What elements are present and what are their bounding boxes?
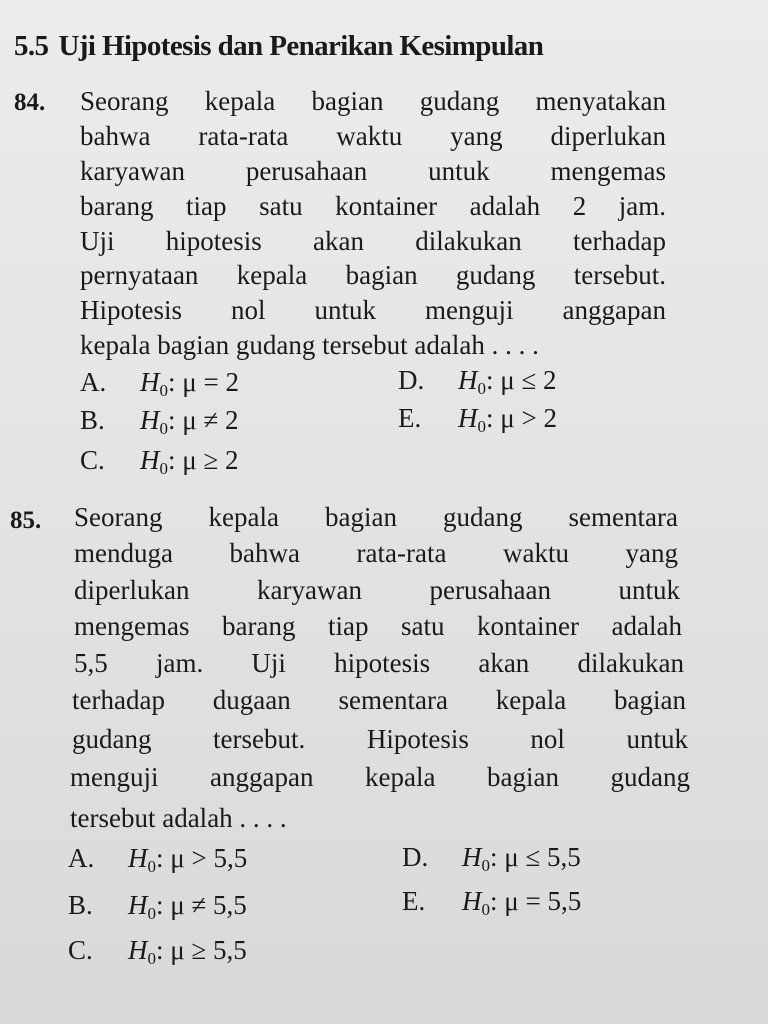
question-text-line: karyawan perusahaan untuk mengemas xyxy=(80,156,666,186)
question-text-line: barang tiap satu kontainer adalah 2 jam. xyxy=(80,191,666,221)
question-text-line: gudang tersebut. Hipotesis nol untuk xyxy=(72,724,688,754)
question-text-line: Seorang kepala bagian gudang sementara xyxy=(74,502,678,532)
answer-option: D. $H_0$: μ ≤ 5,5 xyxy=(402,842,581,875)
answer-option: A. $H_0$: μ > 5,5 xyxy=(68,843,248,876)
question-text-line: menguji anggapan kepala bagian gudang xyxy=(70,762,690,792)
section-heading xyxy=(14,30,543,63)
question-text-line: Uji hipotesis akan dilakukan terhadap xyxy=(80,226,666,256)
answer-option: E. $H_0$: μ = 5,5 xyxy=(402,886,582,919)
question-text-line: pernyataan kepala bagian gudang tersebut. xyxy=(80,260,666,290)
question-text-line: menduga bahwa rata-rata waktu yang xyxy=(74,538,678,568)
answer-option: A. $H_0$: μ = 2 xyxy=(80,367,239,400)
question-text-line: bahwa rata-rata waktu yang diperlukan xyxy=(80,121,666,151)
answer-option: C. $H_0$: μ ≥ 5,5 xyxy=(68,935,247,968)
question-text-line: terhadap dugaan sementara kepala bagian xyxy=(72,685,686,715)
answer-option: D. $H_0$: μ ≤ 2 xyxy=(398,365,557,398)
section-number: 5.5 xyxy=(14,30,49,62)
question-text-line: kepala bagian gudang tersebut adalah . . . . xyxy=(80,330,539,360)
question-text-line: 5,5 jam. Uji hipotesis akan dilakukan xyxy=(74,648,684,678)
question-text-line: Hipotesis nol untuk menguji anggapan xyxy=(80,295,666,325)
question-text-line: Seorang kepala bagian gudang menyatakan xyxy=(80,86,666,116)
question-number: 85. xyxy=(10,507,42,534)
answer-option: C. $H_0$: μ ≥ 2 xyxy=(80,445,239,478)
answer-option: B. $H_0$: μ ≠ 5,5 xyxy=(68,890,247,923)
question-text-line: tersebut adalah . . . . xyxy=(70,803,287,833)
question-number: 84. xyxy=(14,89,46,116)
question-text-line: mengemas barang tiap satu kontainer adalah xyxy=(74,611,682,641)
section-title: Uji Hipotesis dan Penarikan Kesimpulan xyxy=(58,30,544,62)
question-text-line: diperlukan karyawan perusahaan untuk xyxy=(74,575,680,605)
answer-option: E. $H_0$: μ > 2 xyxy=(398,403,557,436)
answer-option: B. $H_0$: μ ≠ 2 xyxy=(80,405,239,438)
